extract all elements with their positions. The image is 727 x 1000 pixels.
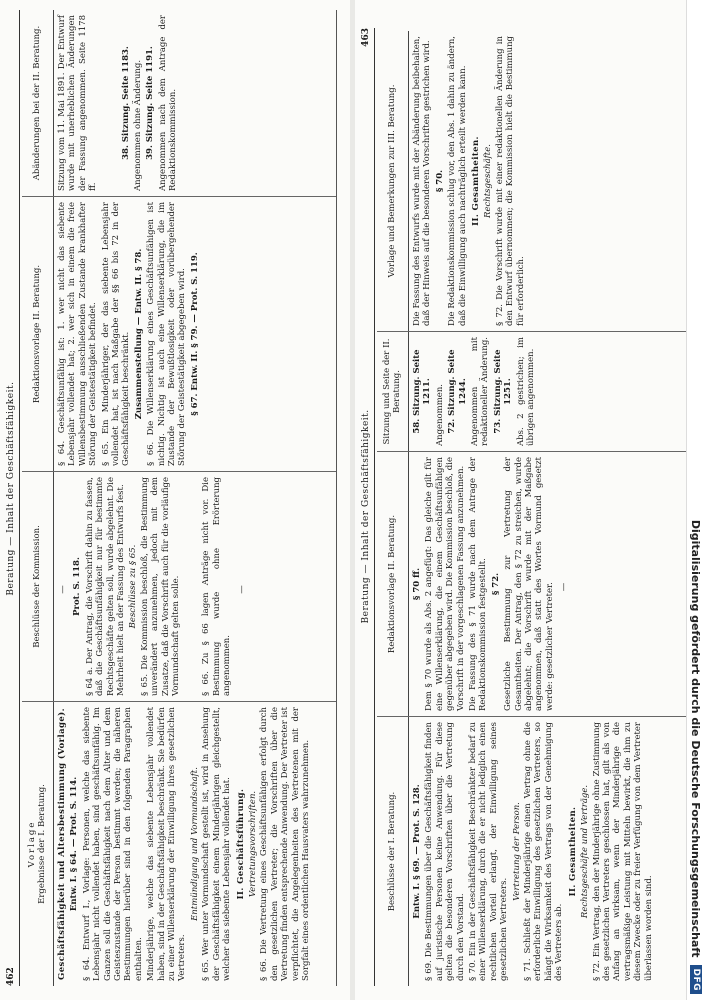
dash-separator: —: [58, 579, 68, 594]
subheading: Vertretungsvorschriften.: [247, 790, 258, 898]
reference: Zusammenstellung — Entw. II. § 78.: [133, 248, 144, 420]
paragraph: § 64. Geschäftsunfähig ist: 1. wer nicht das siebente Lebensjahr vollendet hat; 2. wer sich in einem die freie Willensbestimmung ausschließenden Zustande krankhafter Störung der Geistestätigkeit befindet.: [57, 202, 99, 466]
left-page-content: [0, 0, 350, 1000]
column-session: [377, 331, 691, 451]
reference: Entw. I. § 64. — Prot. S. 114.: [69, 776, 80, 912]
paragraph: Angenommen ohne Änderung.: [133, 59, 144, 191]
subheading: Vertretung der Person.: [511, 802, 522, 901]
section-heading: II. Geschäftsführung.: [235, 788, 246, 900]
reference: 39. Sitzung. Seite 1191.: [145, 46, 156, 160]
right-page-content: [355, 18, 705, 1000]
column-first-reading: [377, 716, 691, 986]
paragraph: § 66. Zu § 66 lagen Anträge nicht vor. Die Bestimmung wurde ohne Erörterung angenommen.: [201, 477, 233, 696]
running-title: Beratung — Inhalt der Geschäftsfähigkeit.: [361, 409, 371, 624]
column-redaction: [22, 196, 336, 471]
paragraph: § 64 a. Der Antrag, die Vorschrift dahin zu fassen, daß die Geschäftsunfähigkeit nur für bestimmte Rechtsgeschäfte gelten soll, wurde abgelehnt. Die Mehrheit hielt an der Fassung des Entwurfs fest.: [84, 477, 127, 696]
paragraph: § 72. Ein Vertrag, den der Minderjährige ohne Zustimmung des gesetzlichen Vertreters geschlossen hat, gilt als von Anfang an wirksam, wenn der Minderjährige die vertragsmäßige Leistung mit Mitteln bewirkt, die ihm zu diesem Zwecke oder zu freier Verfügung von dem Vertreter überlassen worden sind.: [591, 722, 654, 981]
reference: § 70.: [434, 169, 445, 193]
page-number: 463: [361, 28, 371, 47]
running-head: [361, 28, 375, 986]
subheading: Entmündigung und Vormundschaft.: [189, 767, 200, 921]
subheading: Rechtsgeschäfte und Verträge.: [580, 784, 591, 919]
paragraph: Angenommen.: [434, 383, 445, 446]
left-page: [0, 0, 350, 1000]
reference: Prot. S. 118.: [72, 557, 83, 616]
stamp-text: Digitalisierung gefördert durch die Deutsche Forschungsgemeinschaft: [689, 519, 703, 958]
column-header: Beschlüsse der Kommission.: [22, 472, 54, 701]
dfg-digitization-stamp: [686, 0, 705, 1000]
page-number: 462: [6, 967, 16, 986]
comparison-table: [22, 10, 337, 986]
column-header: Vorlage und Bemerkungen zur III. Beratung.: [377, 31, 409, 331]
paragraph: § 65. Ein Minderjähriger, der das siebente Lebensjahr vollendet hat, ist nach Maßgabe der §§ 66 bis 72 in der Geschäftsfähigkeit beschränkt.: [100, 202, 132, 466]
column-header: Vorlage Ergebnisse der I. Beratung.: [22, 702, 54, 986]
reference: 38. Sitzung. Seite 1183.: [120, 46, 131, 160]
reference: § 67. Entw. II. § 79. — Prot. S. 119.: [189, 252, 200, 416]
paragraph: Minderjährige, welche das siebente Lebensjahr vollendet haben, sind in der Geschäftsfähigkeit beschränkt. Sie bedürfen zu einer Willenserklärung der Einwilligung ihres gesetzlichen Vertreters.: [146, 707, 188, 981]
paragraph: § 65. Wer unter Vormundschaft gestellt ist, wird in Ansehung der Geschäftsfähigkeit einem Minderjährigen gleichgestellt, welcher das siebente Lebensjahr vollendet hat.: [201, 707, 233, 981]
subheading: Beschlüsse zu § 65.: [128, 544, 139, 629]
right-page: [355, 0, 705, 1000]
section-heading: II. Gesamtheiten.: [471, 136, 482, 226]
comparison-table: [377, 28, 692, 986]
paragraph: § 69. Die Bestimmungen über die Geschäftsfähigkeit finden auf juristische Personen keine Anwendung. Für diese gelten die besonderen Vorschriften über die Vertretung durch den Vorstand.: [424, 722, 466, 981]
running-head: [6, 10, 20, 986]
column-amendments: [22, 10, 336, 196]
column-first-reading: [22, 701, 336, 986]
paragraph: § 70. Ein in der Geschäftsfähigkeit Beschränkter bedarf zu einer Willenserklärung, durch die er nicht lediglich einen rechtlichen Vorteil erlangt, der Einwilligung seines gesetzlichen Vertreters.: [468, 722, 510, 981]
column-redaction: [377, 451, 691, 716]
paragraph: Angenommen nach dem Antrage der Redaktionskommission.: [157, 15, 179, 191]
section-heading: II. Gesamtheiten.: [567, 806, 578, 897]
dfg-logo: DFG: [690, 965, 702, 994]
reference: § 72.: [490, 572, 501, 596]
paragraph: § 64. Entwurf I., Vorlage: Personen, welche das siebente Lebensjahr nicht vollendet haben, sind geschäftsunfähig. Im Ganzen soll die Geschäftsfähigkeit nach dem Alter und dem Geisteszustande der Person bestimmt werden; die näheren Bestimmungen hierüber sind in den folgenden Paragraphen enthalten.: [81, 707, 144, 981]
paragraph: Die Fassung des § 71 wurde nach dem Antrage der Redaktionskommission festgestellt.: [468, 457, 489, 711]
reference: 72. Sitzung. Seite 1244.: [447, 349, 468, 434]
paragraph: Sitzung vom 11. Mai 1891. Der Entwurf wurde mit unerheblichen Änderungen der Fassung angenommen. Seite 1178 ff.: [57, 15, 99, 191]
section-heading: Geschäftsfähigkeit und Altersbestimmung (Vorlage).: [57, 708, 67, 980]
column-third-reading: [377, 31, 691, 331]
reference: § 70 ff.: [412, 567, 422, 601]
reference: Entw. I. § 69. — Prot. S. 128.: [412, 784, 422, 919]
paragraph: Dem § 70 wurde als Abs. 2 angefügt: Das gleiche gilt für eine Willenserklärung, die einem Geschäftsunfähigen gegenüber abgegeben wird. Die Kommission beschloß, die Vorschrift in der vorgeschlagenen Fassung anzunehmen.: [424, 457, 466, 711]
paragraph: Angenommen mit redaktioneller Änderung.: [470, 337, 491, 446]
column-header: Redaktionsvorlage II. Beratung.: [377, 452, 409, 716]
column-header: Abänderungen bei der II. Beratung.: [22, 10, 54, 196]
column-commission: [22, 471, 336, 701]
column-header: Beschlüsse der I. Beratung.: [377, 717, 409, 986]
column-header: Sitzung und Seite der II. Beratung.: [377, 332, 409, 451]
reference: 58. Sitzung. Seite 1211.: [412, 349, 433, 434]
column-header: Redaktionsvorlage II. Beratung.: [22, 197, 54, 471]
dash-separator: —: [559, 576, 570, 592]
paragraph: Gesetzliche Bestimmung zur Vertretung der Gesamtheiten. Der Antrag, den § 72 zu streichen, wurde abgelehnt; die Vorschrift wurde mit der Maßgabe angenommen, daß statt des Wortes Vormund gesetzt werde: gesetzlicher Vertreter.: [503, 457, 555, 711]
paragraph: Die Redaktionskommission schlug vor, den Abs. 1 dahin zu ändern, daß die Einwilligung auch nachträglich erteilt werden kann.: [447, 36, 468, 326]
paragraph: § 72. Die Vorschrift wurde mit einer redaktionellen Änderung in den Entwurf übernommen; die Kommission hielt die Bestimmung für erforderlich.: [494, 36, 526, 326]
paragraph: Abs. 2 gestrichen; im übrigen angenommen.: [515, 337, 537, 446]
paragraph: § 71. Schließt der Minderjährige einen Vertrag ohne die erforderliche Einwilligung des gesetzlichen Vertreters, so hängt die Wirksamkeit des Vertrags von der Genehmigung des Vertreters ab.: [523, 722, 565, 981]
paragraph: § 66. Die Willenserklärung eines Geschäftsunfähigen ist nichtig. Nichtig ist auch eine Willenserklärung, die im Zustande der Bewußtlosigkeit oder vorübergehender Störung der Geistestätigkeit abgegeben wird.: [146, 202, 188, 466]
dash-separator: —: [236, 579, 247, 594]
subheading: Rechtsgeschäfte.: [483, 144, 494, 218]
reference: 73. Sitzung. Seite 1251.: [492, 349, 514, 434]
paragraph: Die Fassung des Entwurfs wurde mit der Abänderung beibehalten, daß der Hinweis auf die besonderen Vorschriften gestrichen wird.: [412, 36, 433, 326]
paragraph: § 65. Die Kommission beschloß, die Bestimmung unverändert anzunehmen, jedoch mit dem Zusatze, daß die Vorschrift auch für die vorläufige Vormundschaft gelten solle.: [139, 477, 182, 696]
running-title: Beratung — Inhalt der Geschäftsfähigkeit.: [6, 381, 16, 596]
paragraph: § 66. Die Vertretung eines Geschäftsunfähigen erfolgt durch den gesetzlichen Vertreter; die Vorschriften über die Vertretung finden entsprechende Anwendung. Der Vertreter ist verpflichtet, die Angelegenheiten des Vertretenen mit der Sorgfalt eines ordentlichen Hausvaters wahrzunehmen.: [259, 707, 311, 981]
